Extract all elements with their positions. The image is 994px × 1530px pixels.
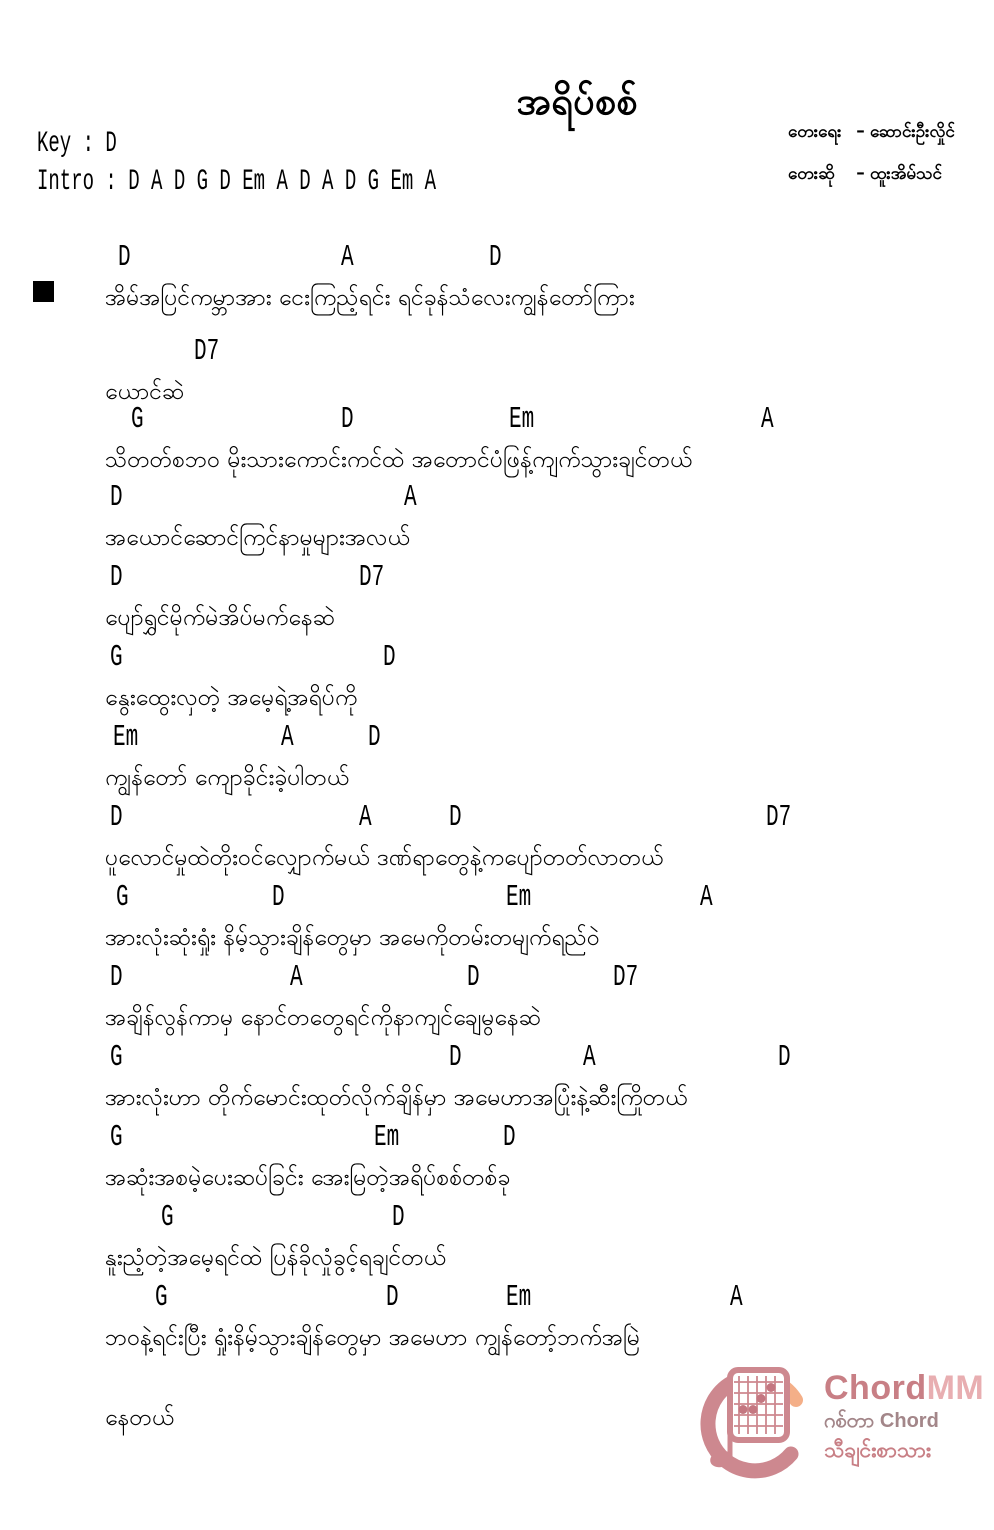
lyric-line: နွေးထွေးလှတဲ့ အမေ့ရဲ့အရိပ်ကို [105,685,358,711]
chord-label: D [383,642,396,676]
song-line [0,962,994,1040]
chord-label: D7 [194,336,220,370]
logo-text [824,1369,984,1466]
logo-name-primary: Chord [824,1369,927,1407]
lyric-line: အချိန်လွန်ကာမှ နောင်တတွေရင်ကိုနာကျင်ချေမွနေဆဲ [105,1005,542,1031]
lyric-line: ကျွန်တော် ကျောခိုင်းခဲ့ပါတယ် [105,765,350,791]
lyric-line: ယောင်ဆဲ [105,379,185,405]
chordmm-logo [697,1353,984,1493]
lyric-line: အယောင်ဆောင်ကြင်နာမှုများအလယ် [105,525,410,551]
chord-label: A [730,1282,743,1316]
song-line [0,1202,994,1280]
song-title: အရိပ်စစ် [516,79,638,124]
chord-label: D7 [359,562,385,596]
logo-name-secondary: MM [926,1369,985,1407]
chord-label: A [700,882,713,916]
chord-label: D [449,802,462,836]
song-line [0,562,994,640]
logo-name [824,1369,984,1407]
chord-label: D [341,404,354,438]
lyric-line: အိမ်အပြင်ကမ္ဘာအား ငေးကြည့်ရင်း ရင်ခုန်သံလေးကျွန်တော်ကြား [105,285,635,311]
intro-line: Intro : D A D G D Em A D A D G Em A [37,164,437,199]
logo-subtitle-1: ဂစ်တာ Chord [824,1410,939,1432]
chord-label: D [489,242,502,276]
chord-label: D [272,882,285,916]
lyric-line: အဆုံးအစမဲ့ပေးဆပ်ခြင်း အေးမြတဲ့အရိပ်စစ်တစ်ခု [105,1165,511,1191]
chord-label: Em [506,882,532,916]
chord-label: D [392,1202,405,1236]
lyric-line: နေတယ် [105,1405,175,1431]
song-line [0,722,994,800]
song-line [0,404,994,482]
song-line [0,882,994,960]
logo-subtitle-2: သီချင်းစာသား [824,1439,932,1462]
chord-label: A [341,242,354,276]
chord-label: Em [509,404,535,438]
chord-label: A [583,1042,596,1076]
chord-label: Em [506,1282,532,1316]
song-line [0,1042,994,1120]
chord-label: D [449,1042,462,1076]
singer-name: ထူးအိမ်သင် [870,164,942,184]
chord-label: G [116,882,129,916]
song-line [0,1122,994,1200]
chord-label: D [386,1282,399,1316]
chord-label: G [155,1282,168,1316]
chord-label: G [161,1202,174,1236]
lyric-line: ပူလောင်မှုထဲတိုးဝင်လျှောက်မယ် ဒဏ်ရာတွေနဲ့ကပျော်တတ်လာတယ် [105,845,664,871]
chord-label: D [467,962,480,996]
chord-label: D [110,802,123,836]
chord-label: A [281,722,294,756]
song-line [0,336,994,414]
credit-separator: – [856,163,865,183]
chord-label: D [503,1122,516,1156]
lyric-line: ပျော်ရွှင်မိုက်မဲအိပ်မက်နေဆဲ [105,605,335,631]
chord-label: A [404,482,417,516]
chord-label: A [761,404,774,438]
lyric-line: အားလုံးဟာ တိုက်မောင်းထုတ်လိုက်ချိန်မှာ အမေဟာအပြုံးနဲ့ဆီးကြိုတယ် [105,1085,688,1111]
chord-label: D7 [766,802,792,836]
chord-label: A [359,802,372,836]
chord-label: G [110,642,123,676]
chord-label: Em [374,1122,400,1156]
chord-label: G [110,1122,123,1156]
song-line [0,482,994,560]
lyric-line: သိတတ်စဘဝ မိုးသားကောင်းကင်ထဲ အတောင်ပံဖြန့်ကျက်သွားချင်တယ် [105,447,693,473]
lyric-line: ဘဝနဲ့ရင်းပြီး ရှုံးနိမ့်သွားချိန်တွေမှာ အမေဟာ ကျွန်တော့်ဘက်အမြဲ [105,1325,640,1351]
chord-label: D [110,962,123,996]
chord-label: Em [113,722,139,756]
composer-label: တေးရေး [788,122,842,142]
chord-label: A [290,962,303,996]
chord-label: D7 [613,962,639,996]
chord-label: G [110,1042,123,1076]
chord-label: G [131,404,144,438]
song-line [0,1282,994,1360]
key-line: Key : D [37,126,117,161]
singer-label: တေးဆို [788,164,835,184]
lyric-line: အားလုံးဆုံးရှုံး နိမ့်သွားချိန်တွေမှာ အမေကိုတမ်းတမျက်ရည်ဝဲ [105,925,600,951]
chord-label: D [118,242,131,276]
composer-name: ဆောင်းဦးလှိုင် [870,122,955,142]
chord-label: D [778,1042,791,1076]
chord-label: D [110,482,123,516]
song-line [0,642,994,720]
chord-label: D [110,562,123,596]
song-line [0,242,994,320]
lyric-line: နူးညံ့တဲ့အမေ့ရင်ထဲ ပြန်ခိုလှုံခွင့်ရချင်တယ် [105,1245,446,1271]
credit-separator: – [856,121,865,141]
guitar-chord-diagram-note-icon [697,1353,815,1493]
chord-label: D [368,722,381,756]
song-line [0,802,994,880]
